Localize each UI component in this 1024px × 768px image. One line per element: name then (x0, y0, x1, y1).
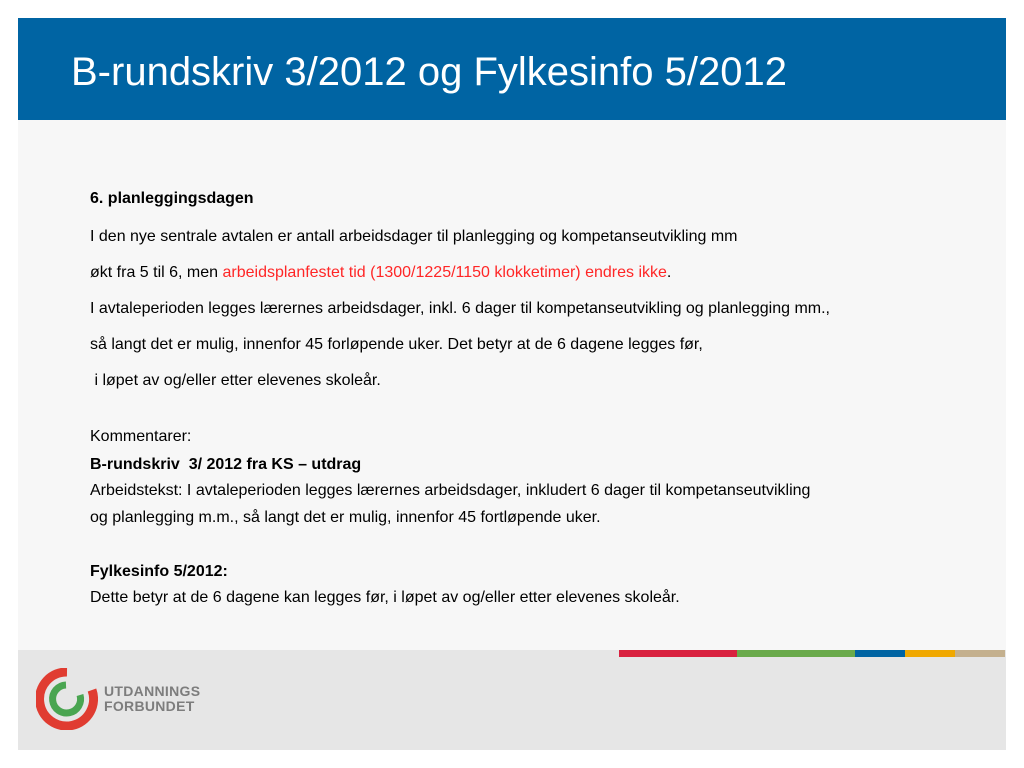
body-line-1: I den nye sentrale avtalen er antall arbeidsdager til planlegging og kompetanseutvikling mm (90, 228, 738, 245)
body-line-3: I avtaleperioden legges lærernes arbeidsdager, inkl. 6 dager til kompetanseutvikling og planlegging mm., (90, 300, 830, 317)
body-line-4: så langt det er mulig, innenfor 45 forløpende uker. Det betyr at de 6 dagene legges før, (90, 336, 703, 353)
color-stripes (619, 650, 1005, 657)
body-line-2-end: . (666, 264, 672, 281)
section-heading: 6. planleggingsdagen (90, 190, 254, 207)
title-bar (18, 18, 1006, 120)
stripe-yellow (905, 650, 955, 657)
arbeidstekst-line-1: Arbeidstekst: I avtaleperioden legges lærernes arbeidsdager, inkludert 6 dager til kompetanseutvikling (90, 482, 811, 499)
fylkesinfo-text: Dette betyr at de 6 dagene kan legges før, i løpet av og/eller etter elevenes skoleår. (90, 589, 680, 606)
logo-wordmark (104, 684, 200, 714)
brundskriv-heading: B-rundskriv 3/ 2012 fra KS – utdrag (90, 456, 362, 473)
body-line-2-start: økt fra 5 til 6, men (90, 264, 223, 281)
stripe-green (737, 650, 855, 657)
highlighted-text: arbeidsplanfestet tid (1300/1225/1150 klokketimer) endres ikke (222, 264, 667, 281)
slide (18, 18, 1006, 750)
slide-title: B-rundskriv 3/2012 og Fylkesinfo 5/2012 (71, 50, 787, 94)
fylkesinfo-heading: Fylkesinfo 5/2012: (90, 563, 228, 580)
comments-label: Kommentarer: (90, 428, 192, 445)
arbeidstekst-line-2: og planlegging m.m., så langt det er mulig, innenfor 45 fortløpende uker. (90, 509, 601, 526)
body-line-2 (90, 264, 671, 282)
footer (18, 650, 1006, 750)
logo-line-1: UTDANNINGS (104, 683, 201, 699)
logo-line-2: FORBUNDET (104, 698, 195, 714)
body-line-5: i løpet av og/eller etter elevenes skoleår. (90, 372, 381, 389)
stripe-red (619, 650, 737, 657)
utdanningsforbundet-logo-icon (36, 668, 98, 730)
stripe-tan (955, 650, 1005, 657)
stripe-blue (855, 650, 905, 657)
